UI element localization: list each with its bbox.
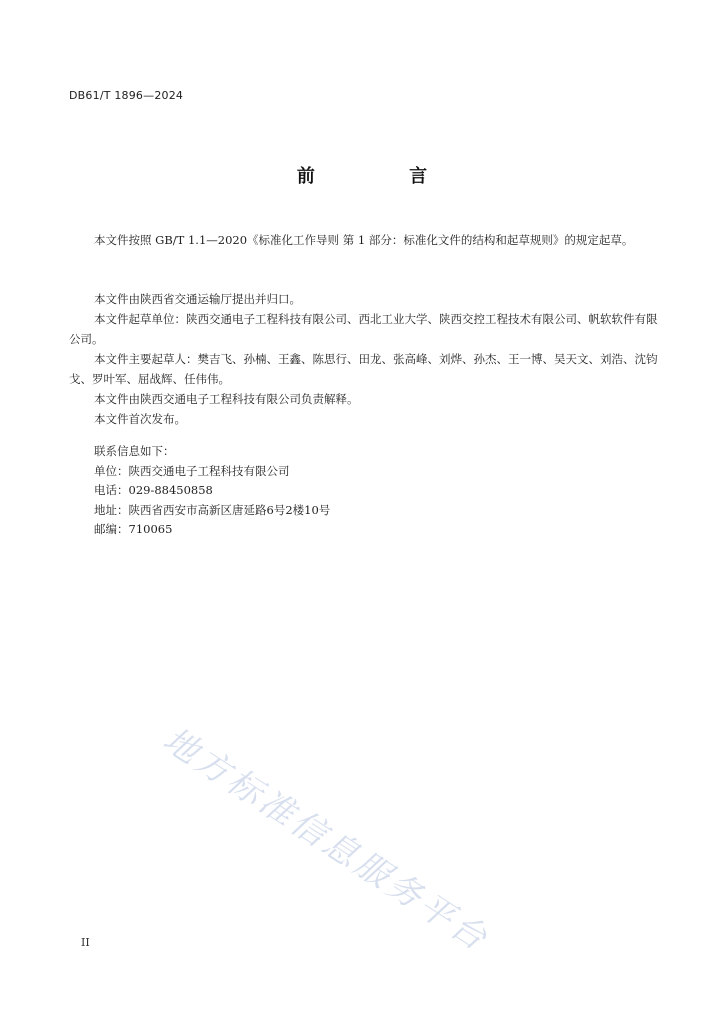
drafting-basis-paragraph: 本文件按照 GB/T 1.1—2020《标准化工作导则 第 1 部分：标准化文件的结构和起草规则》的规定起草。: [94, 233, 634, 247]
contact-heading: 联系信息如下：: [94, 444, 175, 458]
standard-code: DB61/T 1896—2024: [69, 89, 184, 102]
contact-address: 地址：陕西省西安市高新区唐延路6号2楼10号: [94, 502, 331, 517]
proposer-paragraph: 本文件由陕西省交通运输厅提出并归口。: [94, 292, 301, 306]
contact-info: [94, 442, 330, 540]
contact-postcode: 邮编：710065: [94, 522, 173, 537]
watermark: 地方标准信息服务平台: [155, 719, 497, 961]
contact-unit: 单位：陕西交通电子工程科技有限公司: [94, 463, 290, 478]
drafting-units-paragraph: 本文件起草单位：陕西交通电子工程科技有限公司、西北工业大学、陕西交控工程技术有限公司、帆软软件有限公司。: [69, 312, 658, 346]
page-number: II: [81, 936, 90, 949]
interpretation-paragraph: 本文件由陕西交通电子工程科技有限公司负责解释。: [94, 392, 359, 406]
intro-section: [69, 230, 659, 250]
foreword-section: [69, 289, 659, 429]
page-title: 前 言: [296, 166, 472, 187]
first-release-paragraph: 本文件首次发布。: [94, 412, 186, 426]
contact-phone: 电话：029-88450858: [94, 483, 213, 498]
drafters-paragraph: 本文件主要起草人：樊吉飞、孙楠、王鑫、陈思行、田龙、张高峰、刘烨、孙杰、王一博、吴天文、刘浩、沈钧戈、罗叶军、屈战辉、任伟伟。: [69, 352, 658, 386]
